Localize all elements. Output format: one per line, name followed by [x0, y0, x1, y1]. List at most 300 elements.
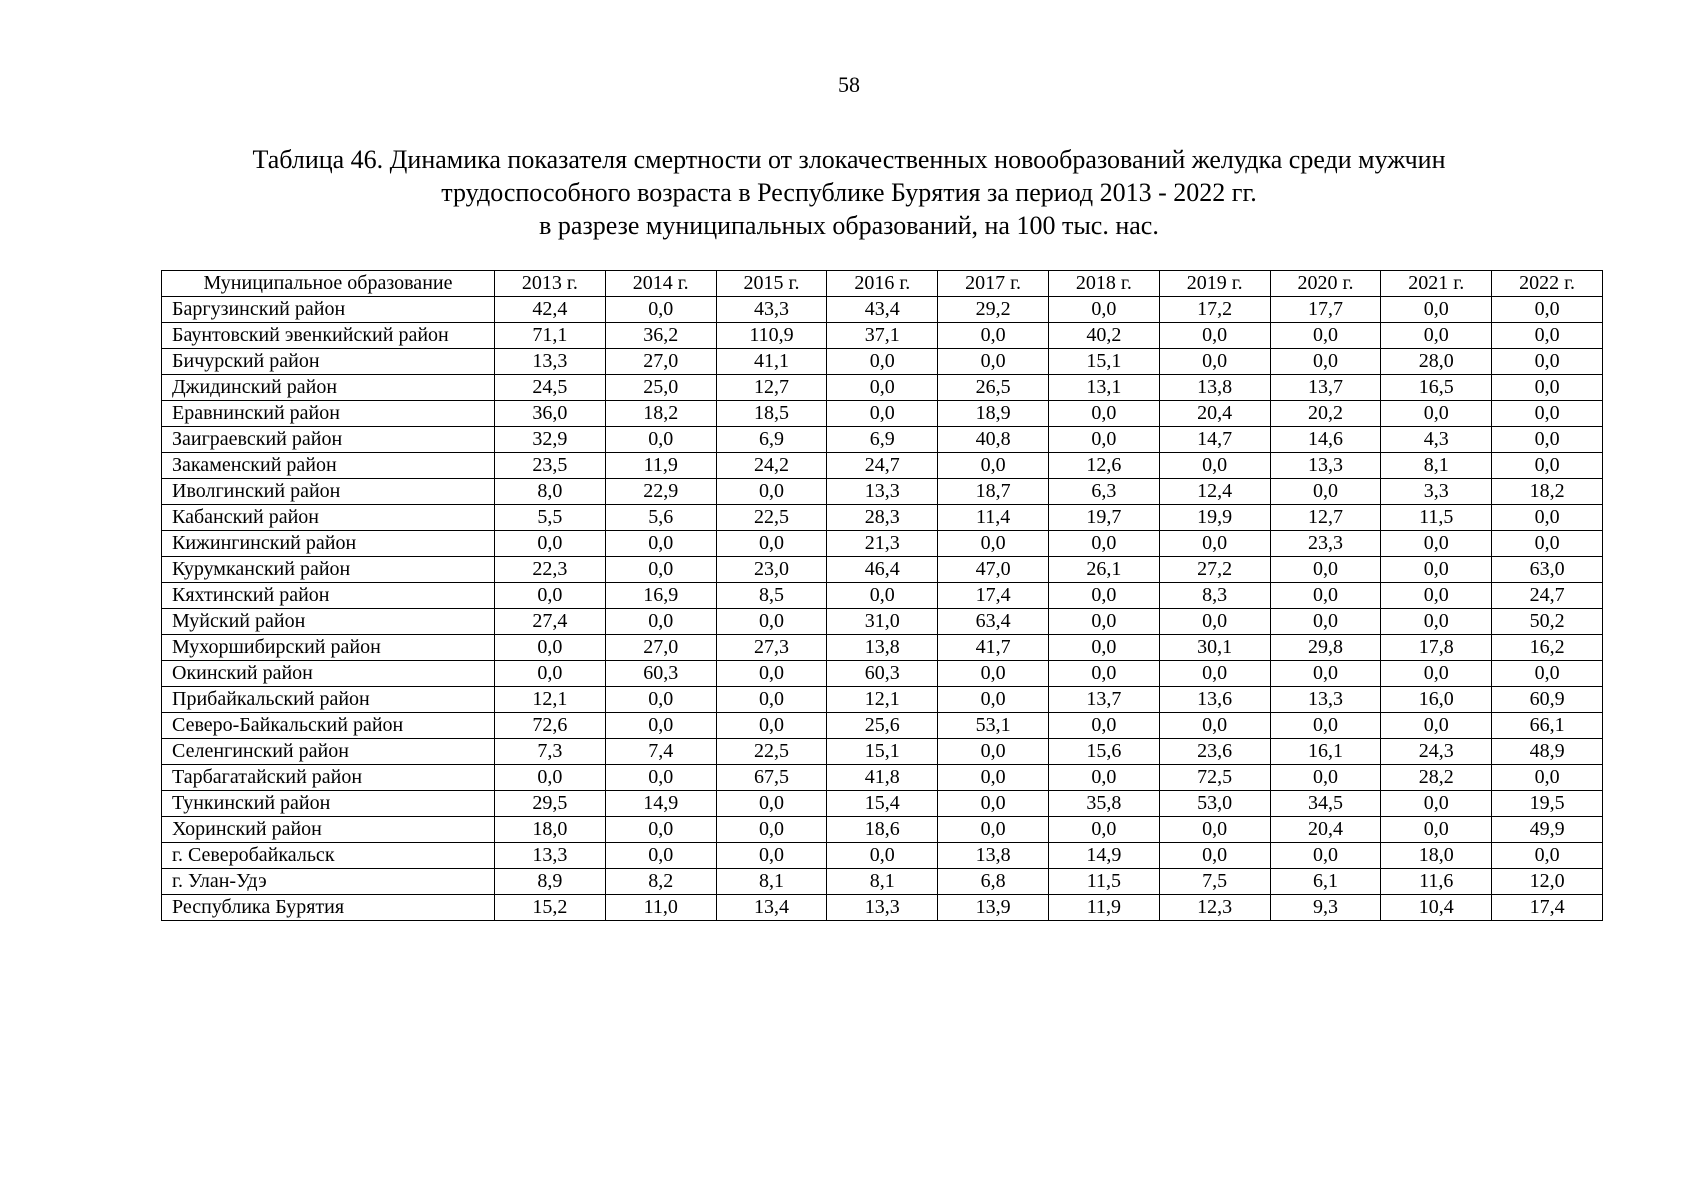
rate-value-cell: 15,1: [1048, 349, 1159, 375]
rate-value-cell: 0,0: [1270, 349, 1381, 375]
rate-value-cell: 11,5: [1381, 505, 1492, 531]
municipality-name-cell: Тункинский район: [162, 791, 495, 817]
rate-value-cell: 11,0: [605, 895, 716, 921]
rate-value-cell: 0,0: [1381, 661, 1492, 687]
rate-value-cell: 11,5: [1048, 869, 1159, 895]
rate-value-cell: 24,5: [495, 375, 606, 401]
rate-value-cell: 0,0: [1048, 635, 1159, 661]
rate-value-cell: 22,5: [716, 505, 827, 531]
column-header-year: 2016 г.: [827, 271, 938, 297]
table-row: [162, 505, 1603, 531]
rate-value-cell: 18,5: [716, 401, 827, 427]
rate-value-cell: 13,3: [827, 895, 938, 921]
rate-value-cell: 0,0: [1492, 349, 1603, 375]
column-header-year: 2014 г.: [605, 271, 716, 297]
rate-value-cell: 17,8: [1381, 635, 1492, 661]
rate-value-cell: 28,0: [1381, 349, 1492, 375]
rate-value-cell: 27,2: [1159, 557, 1270, 583]
rate-value-cell: 0,0: [1381, 713, 1492, 739]
rate-value-cell: 67,5: [716, 765, 827, 791]
rate-value-cell: 16,0: [1381, 687, 1492, 713]
rate-value-cell: 41,8: [827, 765, 938, 791]
municipality-name-cell: Заиграевский район: [162, 427, 495, 453]
rate-value-cell: 0,0: [1492, 531, 1603, 557]
rate-value-cell: 12,1: [495, 687, 606, 713]
table-row: [162, 609, 1603, 635]
rate-value-cell: 42,4: [495, 297, 606, 323]
rate-value-cell: 27,4: [495, 609, 606, 635]
rate-value-cell: 20,2: [1270, 401, 1381, 427]
municipality-name-cell: Окинский район: [162, 661, 495, 687]
municipality-name-cell: Баунтовский эвенкийский район: [162, 323, 495, 349]
rate-value-cell: 10,4: [1381, 895, 1492, 921]
rate-value-cell: 0,0: [1492, 427, 1603, 453]
rate-value-cell: 6,1: [1270, 869, 1381, 895]
rate-value-cell: 0,0: [605, 817, 716, 843]
rate-value-cell: 72,5: [1159, 765, 1270, 791]
rate-value-cell: 8,3: [1159, 583, 1270, 609]
rate-value-cell: 16,9: [605, 583, 716, 609]
rate-value-cell: 18,2: [605, 401, 716, 427]
rate-value-cell: 15,6: [1048, 739, 1159, 765]
rate-value-cell: 11,9: [605, 453, 716, 479]
rate-value-cell: 30,1: [1159, 635, 1270, 661]
rate-value-cell: 12,6: [1048, 453, 1159, 479]
table-row: [162, 869, 1603, 895]
rate-value-cell: 26,5: [938, 375, 1049, 401]
rate-value-cell: 0,0: [827, 375, 938, 401]
rate-value-cell: 0,0: [938, 817, 1049, 843]
rate-value-cell: 23,5: [495, 453, 606, 479]
rate-value-cell: 0,0: [1381, 817, 1492, 843]
rate-value-cell: 13,3: [1270, 453, 1381, 479]
municipality-name-cell: Кабанский район: [162, 505, 495, 531]
rate-value-cell: 0,0: [605, 297, 716, 323]
table-row: [162, 531, 1603, 557]
rate-value-cell: 4,3: [1381, 427, 1492, 453]
rate-value-cell: 8,9: [495, 869, 606, 895]
rate-value-cell: 0,0: [938, 349, 1049, 375]
rate-value-cell: 18,0: [495, 817, 606, 843]
rate-value-cell: 0,0: [1270, 609, 1381, 635]
rate-value-cell: 0,0: [1048, 401, 1159, 427]
table-row: [162, 713, 1603, 739]
municipality-name-cell: Бичурский район: [162, 349, 495, 375]
rate-value-cell: 0,0: [938, 791, 1049, 817]
municipality-name-cell: Хоринский район: [162, 817, 495, 843]
rate-value-cell: 15,2: [495, 895, 606, 921]
rate-value-cell: 13,7: [1270, 375, 1381, 401]
table-row: [162, 427, 1603, 453]
rate-value-cell: 0,0: [1381, 531, 1492, 557]
table-row: [162, 739, 1603, 765]
rate-value-cell: 0,0: [1270, 557, 1381, 583]
rate-value-cell: 8,1: [716, 869, 827, 895]
table-caption: [0, 143, 1698, 242]
rate-value-cell: 27,3: [716, 635, 827, 661]
rate-value-cell: 15,4: [827, 791, 938, 817]
municipality-name-cell: Селенгинский район: [162, 739, 495, 765]
column-header-year: 2015 г.: [716, 271, 827, 297]
column-header-year: 2018 г.: [1048, 271, 1159, 297]
rate-value-cell: 36,0: [495, 401, 606, 427]
rate-value-cell: 0,0: [827, 583, 938, 609]
rate-value-cell: 0,0: [1048, 713, 1159, 739]
rate-value-cell: 13,3: [827, 479, 938, 505]
rate-value-cell: 13,9: [938, 895, 1049, 921]
rate-value-cell: 29,8: [1270, 635, 1381, 661]
rate-value-cell: 17,7: [1270, 297, 1381, 323]
rate-value-cell: 5,5: [495, 505, 606, 531]
rate-value-cell: 63,4: [938, 609, 1049, 635]
rate-value-cell: 17,4: [938, 583, 1049, 609]
rate-value-cell: 27,0: [605, 635, 716, 661]
rate-value-cell: 0,0: [1381, 401, 1492, 427]
rate-value-cell: 25,6: [827, 713, 938, 739]
rate-value-cell: 0,0: [1492, 505, 1603, 531]
table-header-row: [162, 271, 1603, 297]
rate-value-cell: 0,0: [1381, 609, 1492, 635]
rate-value-cell: 13,1: [1048, 375, 1159, 401]
rate-value-cell: 19,5: [1492, 791, 1603, 817]
rate-value-cell: 0,0: [938, 739, 1049, 765]
rate-value-cell: 3,3: [1381, 479, 1492, 505]
rate-value-cell: 0,0: [1270, 479, 1381, 505]
rate-value-cell: 12,1: [827, 687, 938, 713]
rate-value-cell: 12,7: [716, 375, 827, 401]
rate-value-cell: 0,0: [495, 765, 606, 791]
rate-value-cell: 50,2: [1492, 609, 1603, 635]
rate-value-cell: 48,9: [1492, 739, 1603, 765]
rate-value-cell: 0,0: [1492, 297, 1603, 323]
rate-value-cell: 13,8: [1159, 375, 1270, 401]
table-row: [162, 843, 1603, 869]
rate-value-cell: 0,0: [1270, 843, 1381, 869]
rate-value-cell: 63,0: [1492, 557, 1603, 583]
rate-value-cell: 0,0: [716, 843, 827, 869]
rate-value-cell: 6,3: [1048, 479, 1159, 505]
rate-value-cell: 31,0: [827, 609, 938, 635]
municipality-name-cell: Мухоршибирский район: [162, 635, 495, 661]
municipality-name-cell: Курумканский район: [162, 557, 495, 583]
rate-value-cell: 0,0: [1492, 401, 1603, 427]
rate-value-cell: 0,0: [495, 531, 606, 557]
page-number: 58: [838, 72, 860, 97]
rate-value-cell: 0,0: [716, 687, 827, 713]
table-row: [162, 791, 1603, 817]
table-row: [162, 635, 1603, 661]
rate-value-cell: 18,6: [827, 817, 938, 843]
rate-value-cell: 0,0: [1159, 609, 1270, 635]
rate-value-cell: 28,2: [1381, 765, 1492, 791]
rate-value-cell: 0,0: [605, 765, 716, 791]
rate-value-cell: 8,0: [495, 479, 606, 505]
rate-value-cell: 0,0: [1048, 427, 1159, 453]
rate-value-cell: 13,4: [716, 895, 827, 921]
rate-value-cell: 7,4: [605, 739, 716, 765]
rate-value-cell: 0,0: [827, 349, 938, 375]
rate-value-cell: 60,3: [605, 661, 716, 687]
municipality-name-cell: Тарбагатайский район: [162, 765, 495, 791]
rate-value-cell: 0,0: [605, 427, 716, 453]
municipality-name-cell: Закаменский район: [162, 453, 495, 479]
rate-value-cell: 8,5: [716, 583, 827, 609]
rate-value-cell: 0,0: [605, 687, 716, 713]
rate-value-cell: 11,6: [1381, 869, 1492, 895]
rate-value-cell: 24,7: [827, 453, 938, 479]
rate-value-cell: 0,0: [1159, 661, 1270, 687]
rate-value-cell: 41,1: [716, 349, 827, 375]
rate-value-cell: 0,0: [1270, 765, 1381, 791]
rate-value-cell: 0,0: [495, 635, 606, 661]
table-row: [162, 687, 1603, 713]
rate-value-cell: 14,6: [1270, 427, 1381, 453]
rate-value-cell: 0,0: [938, 687, 1049, 713]
municipality-name-cell: Еравнинский район: [162, 401, 495, 427]
rate-value-cell: 0,0: [938, 531, 1049, 557]
rate-value-cell: 0,0: [1492, 323, 1603, 349]
table-row: [162, 453, 1603, 479]
table-row: [162, 661, 1603, 687]
rate-value-cell: 24,2: [716, 453, 827, 479]
rate-value-cell: 0,0: [605, 557, 716, 583]
rate-value-cell: 8,2: [605, 869, 716, 895]
municipality-name-cell: Кяхтинский район: [162, 583, 495, 609]
rate-value-cell: 0,0: [716, 791, 827, 817]
rate-value-cell: 14,7: [1159, 427, 1270, 453]
rate-value-cell: 0,0: [716, 479, 827, 505]
rate-value-cell: 8,1: [827, 869, 938, 895]
municipality-name-cell: г. Улан-Удэ: [162, 869, 495, 895]
table-row: [162, 375, 1603, 401]
rate-value-cell: 0,0: [605, 531, 716, 557]
municipality-name-cell: Республика Бурятия: [162, 895, 495, 921]
caption-line-1: Таблица 46. Динамика показателя смертности от злокачественных новообразований желудка среди мужчин: [252, 145, 1446, 174]
rate-value-cell: 13,8: [938, 843, 1049, 869]
rate-value-cell: 6,9: [716, 427, 827, 453]
rate-value-cell: 0,0: [938, 453, 1049, 479]
rate-value-cell: 22,9: [605, 479, 716, 505]
rate-value-cell: 0,0: [1270, 661, 1381, 687]
column-header-year: 2022 г.: [1492, 271, 1603, 297]
rate-value-cell: 0,0: [1159, 323, 1270, 349]
column-header-municipality: Муниципальное образование: [162, 271, 495, 297]
rate-value-cell: 110,9: [716, 323, 827, 349]
rate-value-cell: 41,7: [938, 635, 1049, 661]
rate-value-cell: 21,3: [827, 531, 938, 557]
rate-value-cell: 34,5: [1270, 791, 1381, 817]
table-row: [162, 479, 1603, 505]
rate-value-cell: 11,4: [938, 505, 1049, 531]
rate-value-cell: 66,1: [1492, 713, 1603, 739]
municipality-name-cell: Прибайкальский район: [162, 687, 495, 713]
rate-value-cell: 0,0: [1159, 453, 1270, 479]
rate-value-cell: 20,4: [1270, 817, 1381, 843]
rate-value-cell: 40,8: [938, 427, 1049, 453]
rate-value-cell: 18,2: [1492, 479, 1603, 505]
table-row: [162, 583, 1603, 609]
rate-value-cell: 0,0: [1492, 843, 1603, 869]
rate-value-cell: 60,3: [827, 661, 938, 687]
rate-value-cell: 29,5: [495, 791, 606, 817]
rate-value-cell: 22,3: [495, 557, 606, 583]
municipality-name-cell: г. Северобайкальск: [162, 843, 495, 869]
rate-value-cell: 23,0: [716, 557, 827, 583]
rate-value-cell: 0,0: [716, 609, 827, 635]
rate-value-cell: 12,7: [1270, 505, 1381, 531]
rate-value-cell: 17,2: [1159, 297, 1270, 323]
column-header-year: 2021 г.: [1381, 271, 1492, 297]
rate-value-cell: 13,8: [827, 635, 938, 661]
rate-value-cell: 13,6: [1159, 687, 1270, 713]
rate-value-cell: 16,1: [1270, 739, 1381, 765]
rate-value-cell: 24,3: [1381, 739, 1492, 765]
rate-value-cell: 28,3: [827, 505, 938, 531]
rate-value-cell: 13,3: [495, 843, 606, 869]
rate-value-cell: 5,6: [605, 505, 716, 531]
rate-value-cell: 0,0: [827, 401, 938, 427]
table-row: [162, 557, 1603, 583]
rate-value-cell: 0,0: [1492, 765, 1603, 791]
rate-value-cell: 11,9: [1048, 895, 1159, 921]
municipality-name-cell: Муйский район: [162, 609, 495, 635]
rate-value-cell: 14,9: [605, 791, 716, 817]
rate-value-cell: 27,0: [605, 349, 716, 375]
rate-value-cell: 0,0: [716, 531, 827, 557]
rate-value-cell: 13,7: [1048, 687, 1159, 713]
rate-value-cell: 53,0: [1159, 791, 1270, 817]
table-row: [162, 895, 1603, 921]
rate-value-cell: 9,3: [1270, 895, 1381, 921]
rate-value-cell: 43,4: [827, 297, 938, 323]
rate-value-cell: 37,1: [827, 323, 938, 349]
rate-value-cell: 6,8: [938, 869, 1049, 895]
rate-value-cell: 46,4: [827, 557, 938, 583]
table-row: [162, 765, 1603, 791]
rate-value-cell: 0,0: [938, 323, 1049, 349]
mortality-table: [161, 270, 1603, 921]
rate-value-cell: 29,2: [938, 297, 1049, 323]
rate-value-cell: 0,0: [1159, 349, 1270, 375]
rate-value-cell: 19,7: [1048, 505, 1159, 531]
rate-value-cell: 20,4: [1159, 401, 1270, 427]
rate-value-cell: 0,0: [1381, 323, 1492, 349]
rate-value-cell: 0,0: [605, 843, 716, 869]
table-row: [162, 401, 1603, 427]
rate-value-cell: 0,0: [605, 713, 716, 739]
rate-value-cell: 17,4: [1492, 895, 1603, 921]
rate-value-cell: 0,0: [827, 843, 938, 869]
rate-value-cell: 0,0: [1492, 375, 1603, 401]
rate-value-cell: 12,3: [1159, 895, 1270, 921]
rate-value-cell: 0,0: [938, 765, 1049, 791]
rate-value-cell: 53,1: [938, 713, 1049, 739]
rate-value-cell: 0,0: [1270, 323, 1381, 349]
rate-value-cell: 0,0: [495, 661, 606, 687]
rate-value-cell: 0,0: [495, 583, 606, 609]
rate-value-cell: 0,0: [1381, 791, 1492, 817]
rate-value-cell: 0,0: [716, 661, 827, 687]
column-header-year: 2013 г.: [495, 271, 606, 297]
table-row: [162, 297, 1603, 323]
rate-value-cell: 23,6: [1159, 739, 1270, 765]
municipality-name-cell: Баргузинский район: [162, 297, 495, 323]
rate-value-cell: 18,9: [938, 401, 1049, 427]
rate-value-cell: 0,0: [716, 817, 827, 843]
table-row: [162, 323, 1603, 349]
rate-value-cell: 0,0: [1048, 609, 1159, 635]
table-body: [162, 297, 1603, 921]
rate-value-cell: 26,1: [1048, 557, 1159, 583]
rate-value-cell: 15,1: [827, 739, 938, 765]
municipality-name-cell: Иволгинский район: [162, 479, 495, 505]
rate-value-cell: 43,3: [716, 297, 827, 323]
caption-line-3: в разрезе муниципальных образований, на 100 тыс. нас.: [539, 211, 1159, 240]
rate-value-cell: 0,0: [1048, 765, 1159, 791]
rate-value-cell: 47,0: [938, 557, 1049, 583]
municipality-name-cell: Джидинский район: [162, 375, 495, 401]
column-header-year: 2019 г.: [1159, 271, 1270, 297]
rate-value-cell: 0,0: [1048, 817, 1159, 843]
rate-value-cell: 71,1: [495, 323, 606, 349]
rate-value-cell: 0,0: [716, 713, 827, 739]
rate-value-cell: 60,9: [1492, 687, 1603, 713]
rate-value-cell: 0,0: [1381, 583, 1492, 609]
table-row: [162, 817, 1603, 843]
rate-value-cell: 0,0: [1048, 661, 1159, 687]
rate-value-cell: 13,3: [1270, 687, 1381, 713]
municipality-name-cell: Северо-Байкальский район: [162, 713, 495, 739]
rate-value-cell: 18,0: [1381, 843, 1492, 869]
rate-value-cell: 7,3: [495, 739, 606, 765]
rate-value-cell: 22,5: [716, 739, 827, 765]
rate-value-cell: 32,9: [495, 427, 606, 453]
rate-value-cell: 40,2: [1048, 323, 1159, 349]
rate-value-cell: 0,0: [1270, 713, 1381, 739]
rate-value-cell: 6,9: [827, 427, 938, 453]
municipality-name-cell: Кижингинский район: [162, 531, 495, 557]
rate-value-cell: 13,3: [495, 349, 606, 375]
rate-value-cell: 25,0: [605, 375, 716, 401]
rate-value-cell: 12,0: [1492, 869, 1603, 895]
rate-value-cell: 0,0: [1381, 557, 1492, 583]
rate-value-cell: 0,0: [938, 661, 1049, 687]
rate-value-cell: 0,0: [1159, 713, 1270, 739]
rate-value-cell: 72,6: [495, 713, 606, 739]
rate-value-cell: 8,1: [1381, 453, 1492, 479]
caption-line-2: трудоспособного возраста в Республике Бурятия за период 2013 - 2022 гг.: [441, 178, 1257, 207]
rate-value-cell: 7,5: [1159, 869, 1270, 895]
rate-value-cell: 0,0: [1048, 531, 1159, 557]
rate-value-cell: 16,5: [1381, 375, 1492, 401]
rate-value-cell: 0,0: [1270, 583, 1381, 609]
rate-value-cell: 0,0: [1048, 297, 1159, 323]
rate-value-cell: 23,3: [1270, 531, 1381, 557]
rate-value-cell: 0,0: [1381, 297, 1492, 323]
rate-value-cell: 0,0: [1159, 817, 1270, 843]
rate-value-cell: 0,0: [1048, 583, 1159, 609]
rate-value-cell: 24,7: [1492, 583, 1603, 609]
rate-value-cell: 49,9: [1492, 817, 1603, 843]
rate-value-cell: 36,2: [605, 323, 716, 349]
column-header-year: 2020 г.: [1270, 271, 1381, 297]
rate-value-cell: 0,0: [1159, 843, 1270, 869]
rate-value-cell: 19,9: [1159, 505, 1270, 531]
rate-value-cell: 0,0: [1492, 453, 1603, 479]
rate-value-cell: 16,2: [1492, 635, 1603, 661]
rate-value-cell: 18,7: [938, 479, 1049, 505]
column-header-year: 2017 г.: [938, 271, 1049, 297]
